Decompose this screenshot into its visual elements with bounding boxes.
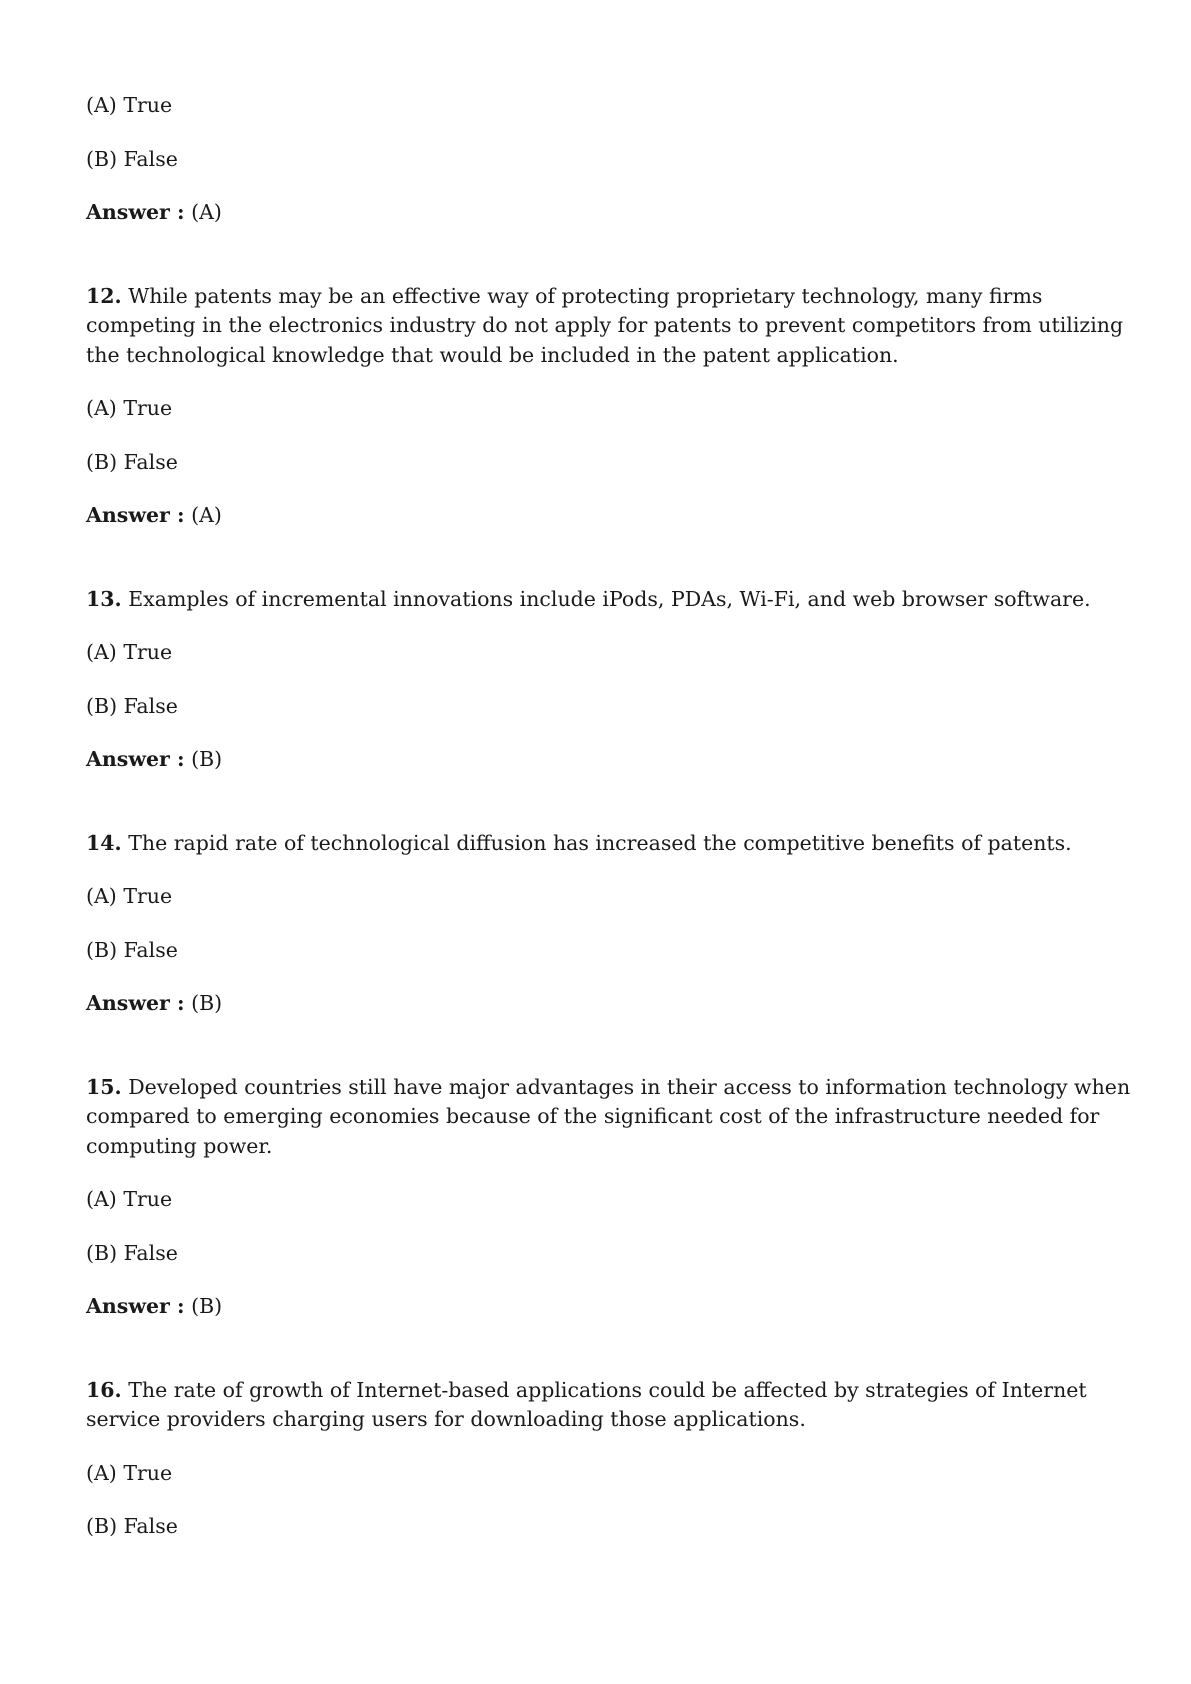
question-13 <box>86 585 1116 775</box>
option-a: (A) True <box>86 884 173 908</box>
question-line: competing in the electronics industry do not apply for patents to prevent competitors from utilizing <box>86 313 1124 337</box>
question-number: 13. <box>86 586 122 611</box>
option-b: (B) False <box>86 1240 178 1265</box>
option-a: (A) True <box>86 1460 173 1485</box>
question-11-continuation <box>86 91 1116 228</box>
answer <box>86 989 1116 1019</box>
answer <box>86 1292 1116 1322</box>
question-14 <box>86 829 1116 1019</box>
document-page <box>86 91 1131 1566</box>
answer-label: Answer : <box>86 200 185 224</box>
question-line: The rate of growth of Internet-based applications could be affected by strategies of Internet <box>128 1377 1087 1402</box>
question-number: 12. <box>86 283 122 308</box>
question-number: 16. <box>86 1377 122 1402</box>
answer-value: (A) <box>191 200 222 224</box>
answer-value: (B) <box>191 747 223 771</box>
question-text <box>86 1073 1131 1162</box>
option-b: (B) False <box>86 146 178 171</box>
question-text <box>86 282 1124 371</box>
option-a: (A) True <box>86 1187 173 1211</box>
question-line: While patents may be an effective way of protecting proprietary technology, many firms <box>128 283 1043 308</box>
answer-label: Answer : <box>86 747 185 771</box>
option-b: (B) False <box>86 693 178 718</box>
question-line: Examples of incremental innovations include iPods, PDAs, Wi-Fi, and web browser software. <box>128 586 1091 611</box>
question-text <box>86 829 1116 859</box>
question-line: The rapid rate of technological diffusion has increased the competitive benefits of patents. <box>128 830 1072 855</box>
question-line: compared to emerging economies because of the significant cost of the infrastructure needed for <box>86 1104 1100 1128</box>
answer-value: (B) <box>191 991 223 1015</box>
answer-label: Answer : <box>86 503 185 527</box>
question-line: service providers charging users for downloading those applications. <box>86 1407 806 1431</box>
option-b: (B) False <box>86 1514 178 1538</box>
answer-value: (A) <box>191 503 222 527</box>
question-number: 14. <box>86 830 122 855</box>
question-12 <box>86 282 1124 531</box>
question-15 <box>86 1073 1131 1322</box>
answer-label: Answer : <box>86 1294 185 1318</box>
question-16 <box>86 1376 1116 1542</box>
question-line: computing power. <box>86 1133 273 1158</box>
option-b: (B) False <box>86 449 178 474</box>
question-number: 15. <box>86 1074 122 1099</box>
question-text <box>86 585 1116 615</box>
question-line: the technological knowledge that would be included in the patent application. <box>86 342 899 367</box>
option-a: (A) True <box>86 640 173 664</box>
answer <box>86 198 1116 228</box>
question-line: Developed countries still have major advantages in their access to information technology when <box>128 1074 1131 1099</box>
option-b: (B) False <box>86 937 178 962</box>
question-text <box>86 1376 1116 1435</box>
option-a: (A) True <box>86 93 173 117</box>
option-a: (A) True <box>86 396 173 420</box>
answer-value: (B) <box>191 1294 223 1318</box>
answer-label: Answer : <box>86 991 185 1015</box>
answer <box>86 501 1116 531</box>
answer <box>86 745 1116 775</box>
